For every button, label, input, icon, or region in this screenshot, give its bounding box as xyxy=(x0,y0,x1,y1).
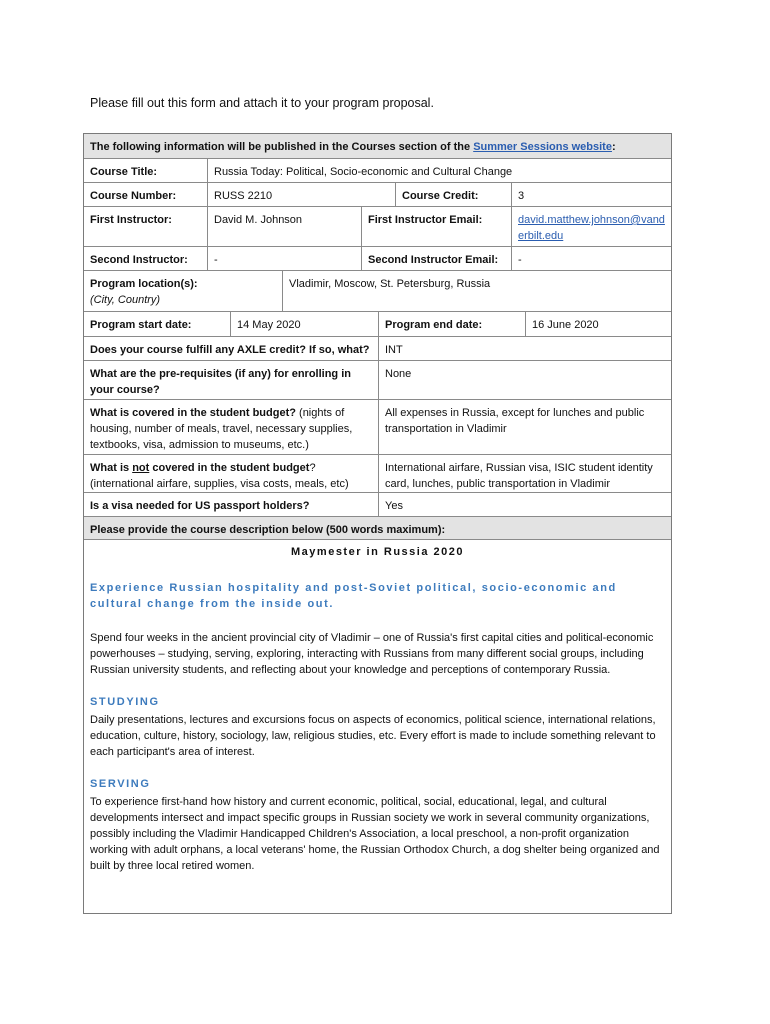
studying-text: Daily presentations, lectures and excursions focus on aspects of economics, political science, international relations, education, culture, history, sociology, law, religious studies, etc. Every effort is made to include something relevant to each participant's area of interest. xyxy=(90,714,656,758)
second-instructor-email-label: Second Instructor Email: xyxy=(361,247,511,270)
form-header-suffix: : xyxy=(611,141,616,153)
prereq-row xyxy=(84,361,671,400)
description-header-row xyxy=(84,517,671,540)
program-location-label: Program location(s): xyxy=(90,278,198,290)
budget-not-covered-label-pre: What is xyxy=(90,462,130,474)
axle-value[interactable]: INT xyxy=(378,337,671,360)
budget-not-covered-label-not: not xyxy=(132,462,150,474)
prereq-value[interactable]: None xyxy=(378,361,671,399)
budget-covered-label-cell xyxy=(84,400,378,454)
program-location-hint: (City, Country) xyxy=(90,294,161,306)
summer-sessions-link[interactable]: Summer Sessions website xyxy=(473,141,612,153)
program-dates-row xyxy=(84,312,671,337)
budget-not-covered-hint: (international airfare, supplies, visa costs, meals, etc) xyxy=(90,478,349,490)
second-instructor-row xyxy=(84,247,671,271)
program-location-value[interactable]: Vladimir, Moscow, St. Petersburg, Russia xyxy=(282,271,671,311)
budget-not-covered-row xyxy=(84,455,671,493)
budget-covered-value[interactable]: All expenses in Russia, except for lunches and public transportation in Vladimir xyxy=(378,400,671,454)
course-credit-value[interactable]: 3 xyxy=(511,183,671,206)
budget-covered-label: What is covered in the student budget? xyxy=(90,407,296,419)
axle-label: Does your course fulfill any AXLE credit? If so, what? xyxy=(90,344,370,356)
first-instructor-email-label: First Instructor Email: xyxy=(361,207,511,246)
course-number-label: Course Number: xyxy=(90,190,177,202)
form-header-text: The following information will be published in the Courses section of the xyxy=(90,141,471,153)
course-form xyxy=(83,133,672,914)
course-number-value[interactable]: RUSS 2210 xyxy=(207,183,395,206)
serving-text: To experience first-hand how history and current economic, political, social, educational, legal, and cultural developments intersect and impact specific groups in Russian society we work in several community organizations, possibly including the Vladimir Handicapped Children's Association, a local preschool, a non-profit organization working with adult orphans, a local veterans' home, the Russian Orthodox Church, a dog shelter being organized and built by three local retired women. xyxy=(90,796,660,872)
course-credit-label: Course Credit: xyxy=(395,183,511,206)
course-title-row xyxy=(84,159,671,183)
course-title-label: Course Title: xyxy=(90,166,158,178)
first-instructor-label: First Instructor: xyxy=(90,214,172,226)
visa-label: Is a visa needed for US passport holders? xyxy=(90,500,310,512)
course-description[interactable] xyxy=(84,540,671,913)
program-location-label-cell xyxy=(84,271,282,311)
studying-heading: STUDYING xyxy=(90,696,160,708)
serving-heading: SERVING xyxy=(90,778,151,790)
description-intro: Spend four weeks in the ancient provincial city of Vladimir – one of Russia's first capital cities and political-economic powerhouses – studying, serving, exploring, interacting with Russians from many different social groups, including Russian university students, and reflecting about your knowledge and perceptions of contemporary Russia. xyxy=(90,632,654,676)
program-start-label: Program start date: xyxy=(90,319,192,331)
budget-covered-hint: (nights of housing, number of meals, travel, necessary supplies, textbooks, visa, admission to museums, etc.) xyxy=(90,407,353,451)
second-instructor-value[interactable]: - xyxy=(207,247,361,270)
first-instructor-value[interactable]: David M. Johnson xyxy=(207,207,361,246)
program-location-row xyxy=(84,271,671,312)
first-instructor-row xyxy=(84,207,671,247)
first-instructor-email-link[interactable]: david.matthew.johnson@vanderbilt.edu xyxy=(518,214,665,242)
visa-row xyxy=(84,493,671,517)
description-header: Please provide the course description below (500 words maximum): xyxy=(90,524,446,536)
budget-not-covered-label-post: covered in the student budget xyxy=(152,462,310,474)
second-instructor-label: Second Instructor: xyxy=(90,254,188,266)
intro-instruction: Please fill out this form and attach it to your program proposal. xyxy=(90,96,434,110)
first-instructor-email-cell xyxy=(511,207,671,246)
description-tagline: Experience Russian hospitality and post-Soviet political, socio-economic and cultural change from the inside out. xyxy=(90,582,617,610)
budget-covered-row xyxy=(84,400,671,455)
form-header xyxy=(84,134,671,158)
budget-not-covered-label-cell xyxy=(84,455,378,492)
budget-not-covered-label-q: ? xyxy=(309,462,316,474)
form-header-row xyxy=(84,134,671,159)
budget-not-covered-value[interactable]: International airfare, Russian visa, ISIC student identity card, lunches, public transportation in Vladimir xyxy=(378,455,671,492)
course-title-value[interactable]: Russia Today: Political, Socio-economic and Cultural Change xyxy=(207,159,671,182)
axle-row xyxy=(84,337,671,361)
program-start-value[interactable]: 14 May 2020 xyxy=(230,312,378,336)
course-number-row xyxy=(84,183,671,207)
program-end-label: Program end date: xyxy=(378,312,525,336)
prereq-label: What are the pre-requisites (if any) for enrolling in your course? xyxy=(90,368,351,396)
visa-value[interactable]: Yes xyxy=(378,493,671,516)
program-end-value[interactable]: 16 June 2020 xyxy=(525,312,671,336)
second-instructor-email-value[interactable]: - xyxy=(511,247,671,270)
description-title: Maymester in Russia 2020 xyxy=(291,546,464,558)
